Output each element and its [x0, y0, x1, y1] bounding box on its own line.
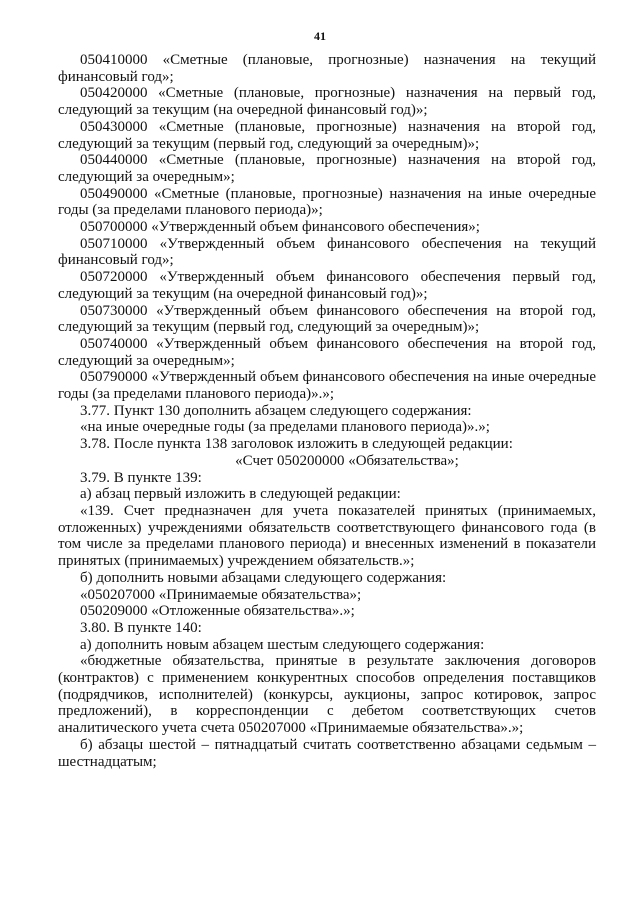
- paragraph: 050710000 «Утвержденный объем финансового обеспечения на текущий финансовый год»;: [58, 235, 596, 269]
- paragraph: 3.79. В пункте 139:: [80, 469, 202, 486]
- paragraph: 3.78. После пункта 138 заголовок изложить в следующей редакции:: [80, 436, 513, 453]
- paragraph: 050490000 «Сметные (плановые, прогнозные) назначения на иные очередные годы (за пределами планового периода)»;: [58, 185, 596, 219]
- paragraph: 050790000 «Утвержденный объем финансового обеспечения на иные очередные годы (за пределами планового периода)».»;: [58, 369, 596, 403]
- paragraph: б) абзацы шестой – пятнадцатый считать соответственно абзацами седьмым – шестнадцатым;: [58, 736, 596, 770]
- paragraph: 050410000 «Сметные (плановые, прогнозные) назначения на текущий финансовый год»;: [58, 52, 596, 85]
- paragraph: 050700000 «Утвержденный объем финансового обеспечения»;: [80, 219, 480, 236]
- paragraph: «на иные очередные годы (за пределами планового периода)».»;: [80, 419, 490, 436]
- page-number: 41: [314, 29, 326, 43]
- paragraph: 050420000 «Сметные (плановые, прогнозные) назначения на первый год, следующий за текущим (на очередной финансовый год)»;: [58, 85, 596, 119]
- paragraph: 050720000 «Утвержденный объем финансового обеспечения первый год, следующий за текущим (на очередной финансовый год)»;: [58, 269, 596, 302]
- paragraph: 3.80. В пункте 140:: [80, 619, 202, 636]
- paragraph: 3.77. Пункт 130 дополнить абзацем следующего содержания:: [80, 402, 472, 419]
- paragraph: «Счет 050200000 «Обязательства»;: [235, 452, 459, 469]
- paragraph: 050440000 «Сметные (плановые, прогнозные) назначения на второй год, следующий за очередным»;: [58, 152, 596, 185]
- paragraph: 050209000 «Отложенные обязательства».»;: [80, 603, 355, 620]
- paragraph: 050740000 «Утвержденный объем финансового обеспечения на второй год, следующий за очередным»;: [58, 335, 596, 369]
- paragraph: б) дополнить новыми абзацами следующего содержания:: [80, 569, 447, 586]
- paragraph: «бюджетные обязательства, принятые в результате заключения договоров (контрактов) с применением конкурентных способов определения поставщиков (подрядчиков, исполнителей) (конкурсы, аукционы, запрос котировок, запрос предложений), в корреспонденции с дебетом соответствующих счетов аналитического учета счета 050207000 «Принимаемые обязательства».»;: [58, 653, 596, 737]
- paragraph: а) абзац первый изложить в следующей редакции:: [80, 486, 401, 503]
- document-body: [58, 52, 596, 770]
- paragraph: «050207000 «Принимаемые обязательства»;: [80, 586, 362, 603]
- paragraph: 050730000 «Утвержденный объем финансового обеспечения на второй год, следующий за текущим (первый год, следующий за очередным)»;: [58, 302, 596, 336]
- paragraph: а) дополнить новым абзацем шестым следующего содержания:: [80, 636, 485, 653]
- paragraph: «139. Счет предназначен для учета показателей принятых (принимаемых, отложенных) учреждениями обязательств соответствующего финансового года (в том числе за пределами планового периода) и внесенных изменений в показатели принятых (принимаемых) учреждением обязательств.»;: [58, 502, 596, 570]
- paragraph: 050430000 «Сметные (плановые, прогнозные) назначения на второй год, следующий за текущим (первый год, следующий за очередным)»;: [58, 118, 596, 152]
